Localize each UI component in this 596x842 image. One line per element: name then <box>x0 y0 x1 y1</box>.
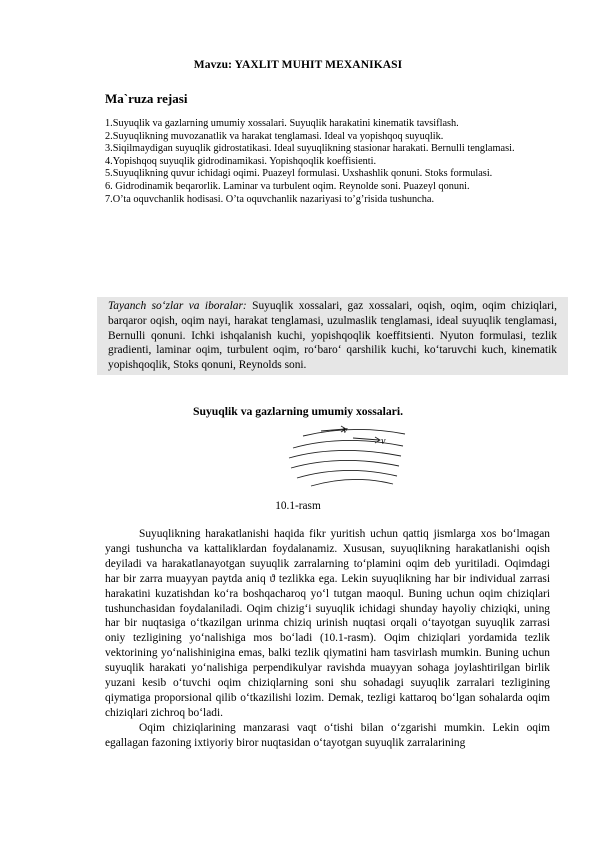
velocity-arrow-2 <box>353 438 379 440</box>
plan-item: 6. Gidrodinamik beqarorlik. Laminar va turbulent oqim. Reynolde soni. Puazeyl qonuni. <box>105 180 470 192</box>
body-text <box>105 527 550 751</box>
plan-item: 7.O’ta oquvchanlik hodisasi. O’ta oquvchanlik nazariyasi to’g’risida tushuncha. <box>105 193 435 205</box>
plan-item: 3.Siqilmaydigan suyuqlik gidrostatikasi. Ideal suyuqlikning stasionar harakati. Bernulli tenglamasi. <box>105 143 515 155</box>
streamline <box>291 460 399 468</box>
plan-item: 1.Suyuqlik va gazlarning umumiy xossalari. Suyuqlik harakatini kinematik tavsiflash. <box>105 118 459 129</box>
keywords-text: Suyuqlik xossalari, gaz xossalari, oqish, oqim, oqim chiziqlari, barqaror oqish, oqim nayi, harakat tenglamasi, uzulmaslik tenglamasi, ideal suyuqlik tenglamasi, Bernulli qonuni. Ichki ishqalanish kuchi, yopishqoqlik koeffitsienti. Nyuton formulasi, tezlik gradienti, laminar oqim, turbulent oqim, ro‘baro‘ qarshilik kuchi, ko‘taruvchi kuch, kinematik yopishqoqlik, Stoks qonuni, Reynolds soni. <box>108 300 557 372</box>
keywords-box <box>97 297 568 375</box>
streamline <box>289 450 401 458</box>
section-heading: Suyuqlik va gazlarning umumiy xossalari. <box>192 405 404 418</box>
streamline-figure <box>283 422 413 496</box>
plan-item: 2.Suyuqlikning muvozanatlik va harakat tenglamasi. Ideal va yopishqoq suyuqlik. <box>105 130 444 142</box>
figure-caption: 10.1-rasm <box>275 500 321 512</box>
plan-item: 4.Yopishqoq suyuqlik gidrodinamikasi. Yopishqoqlik koeffisienti. <box>105 155 377 167</box>
velocity-label-1: v <box>343 425 348 436</box>
streamline <box>293 440 403 448</box>
keywords-label: Tayanch so‘zlar va iboralar: <box>108 300 247 312</box>
velocity-label-2: v <box>381 436 386 447</box>
paragraph: Oqim chiziqlarining manzarasi vaqt o‘tishi bilan o‘zgarishi mumkin. Lekin oqim egallagan fazoning ixtiyoriy biror nuqtasidan o‘tayotgan suyuqlik zarralarining <box>105 721 550 749</box>
plan-item: 5.Suyuqlikning quvur ichidagi oqimi. Puazeyl formulasi. Uxshashlik qonuni. Stoks formulasi. <box>105 168 493 180</box>
plan-heading: Ma`ruza rejasi <box>105 91 188 106</box>
streamline <box>303 429 405 436</box>
streamline <box>311 479 393 486</box>
streamlines-diagram <box>283 422 413 496</box>
plan-list <box>105 118 555 206</box>
paragraph: Suyuqlikning harakatlanishi haqida fikr yuritish uchun qattiq jismlarga xos bo‘lmagan yangi tushuncha va kattaliklardan foydalanamiz. Xususan, suyuqlikning harakatlanishi oqish deyiladi va harakatlanayotgan suyuqlik zarralarning to‘plamini oqim deb yuritiladi. Oqimdagi har bir zarra muayyan paytda aniq ϑ tezlikka ega. Lekin suyuqlikning har bir individual zarrasi harakatini kuzatishdan ko‘ra boshqacharoq yo‘l tutgan maoqul. Buning uchun oqim chiziqlari tushunchasidan foydalaniladi. Oqim chizig‘i suyuqlik ichidagi shunday hayoliy chiziqki, uning har bir nuqtasiga o‘tkazilgan urinma chiziq urinish nuqtasi orqali o‘tayotgan suyuqlik zarrasi oniy tezligining yo‘nalishiga mos bo‘ladi (10.1-rasm). Oqim chiziqlari yordamida tezlik vektorining yo‘nalishinigina emas, balki tezlik qiymatini ham tasvirlash mumkin. Buning uchun suyuqlik harakati yo‘nalishiga perpendikulyar ravishda muayyan sohaga joylashtirilgan birlik yuzani kesib o‘tuvchi oqim chiziqlarning soni shu sohadagi suyuqlik zarralari tezligining qiymatiga proporsional qilib o‘tkazilishi lozim. Demak, tezligi kattaroq bo‘lgan sohalarda oqim chiziqlari zichroq bo‘ladi. <box>105 528 550 719</box>
document-title: Mavzu: YAXLIT MUHIT MEXANIKASI <box>193 59 403 71</box>
streamline <box>297 470 397 478</box>
